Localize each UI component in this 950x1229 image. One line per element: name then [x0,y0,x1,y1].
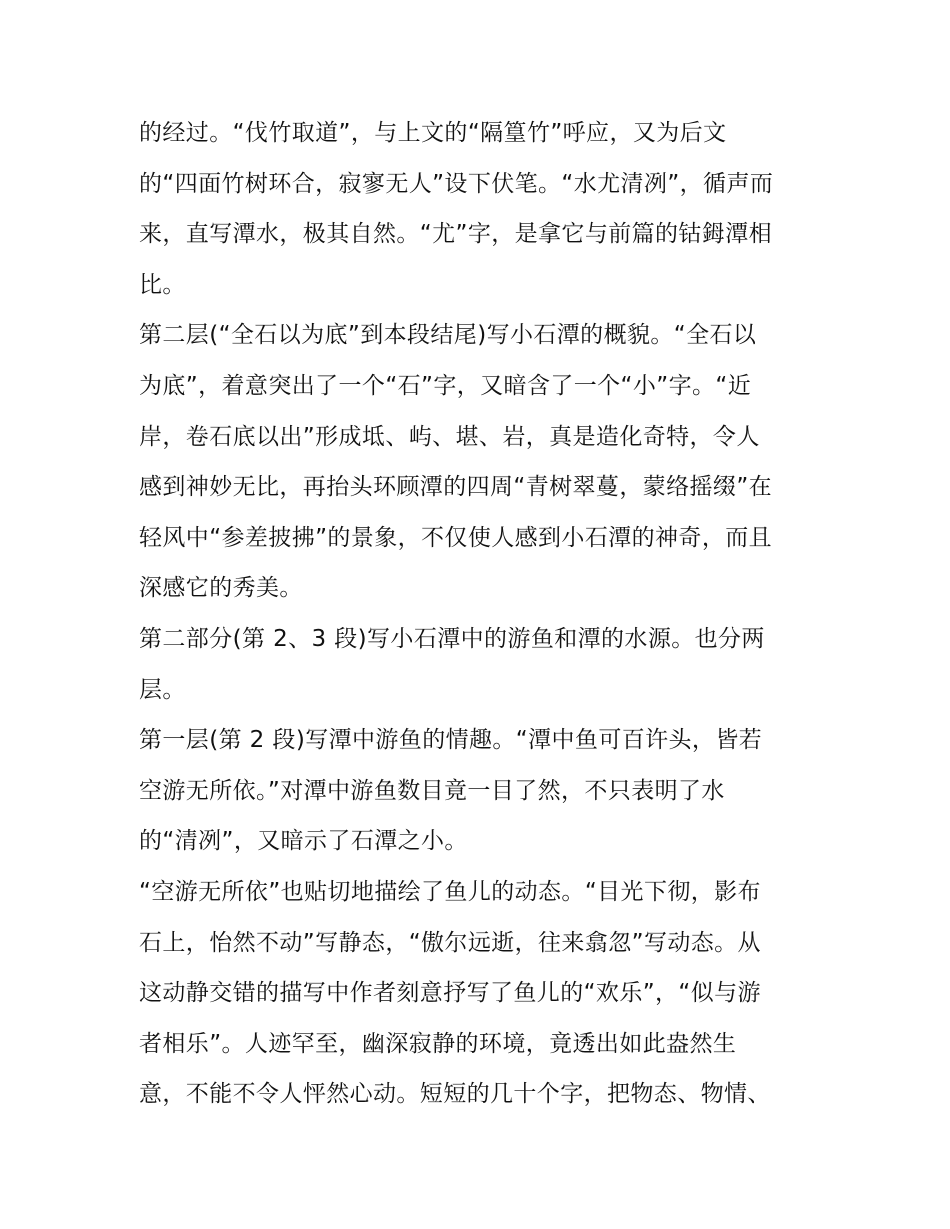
text-line-6: 为底”，着意突出了一个“石”字，又暗含了一个“小”字。“近 [139,372,752,399]
text-line-1: 的经过。“伐竹取道”，与上文的“隔篁竹”呼应，又为后文 [139,120,727,146]
text-line-11: 第二部分(第 2、3 段)写小石潭中的游鱼和潭的水源。也分两 [139,625,765,652]
text-line-12: 层。 [139,676,186,703]
text-line-10: 深感它的秀美。 [139,575,303,602]
text-line-5: 第二层(“全石以为底”到本段结尾)写小石潭的概貌。“全石以 [139,322,757,349]
text-line-14: 空游无所依。”对潭中游鱼数目竟一目了然，不只表明了水 [139,777,725,804]
text-line-19: 者相乐”。人迹罕至，幽深寂静的环境，竟透出如此盎然生 [139,1030,737,1057]
text-line-2: 的“四面竹树环合，寂寥无人”设下伏笔。“水尤清冽”，循声而 [139,170,774,197]
text-line-7: 岸，卷石底以出”形成坻、屿、堪、岩，真是造化奇特，令人 [139,423,760,450]
text-line-17: 石上，怡然不动”写静态，“傲尔远逝，往来翕忽”写动态。从 [139,929,761,956]
text-line-16: “空游无所依”也贴切地描绘了鱼儿的动态。“目光下彻，影布 [139,878,761,905]
text-line-3: 来，直写潭水，极其自然。“尤”字，是拿它与前篇的钴鉧潭相 [139,221,773,248]
body-text [139,108,829,1120]
text-line-13: 第一层(第 2 段)写潭中游鱼的情趣。“潭中鱼可百许头，皆若 [139,727,763,754]
text-line-18: 这动静交错的描写中作者刻意抒写了鱼儿的“欢乐”，“似与游 [139,980,761,1007]
text-line-8: 感到神妙无比，再抬头环顾潭的四周“青树翠蔓，蒙络摇缀”在 [139,474,773,501]
text-line-20: 意，不能不令人怦然心动。短短的几十个字，把物态、物情、 [139,1081,771,1108]
text-line-15: 的“清冽”，又暗示了石潭之小。 [139,828,468,855]
text-line-9: 轻风中“参差披拂”的景象，不仅使人感到小石潭的神奇，而且 [139,524,773,551]
text-line-4: 比。 [139,271,186,298]
